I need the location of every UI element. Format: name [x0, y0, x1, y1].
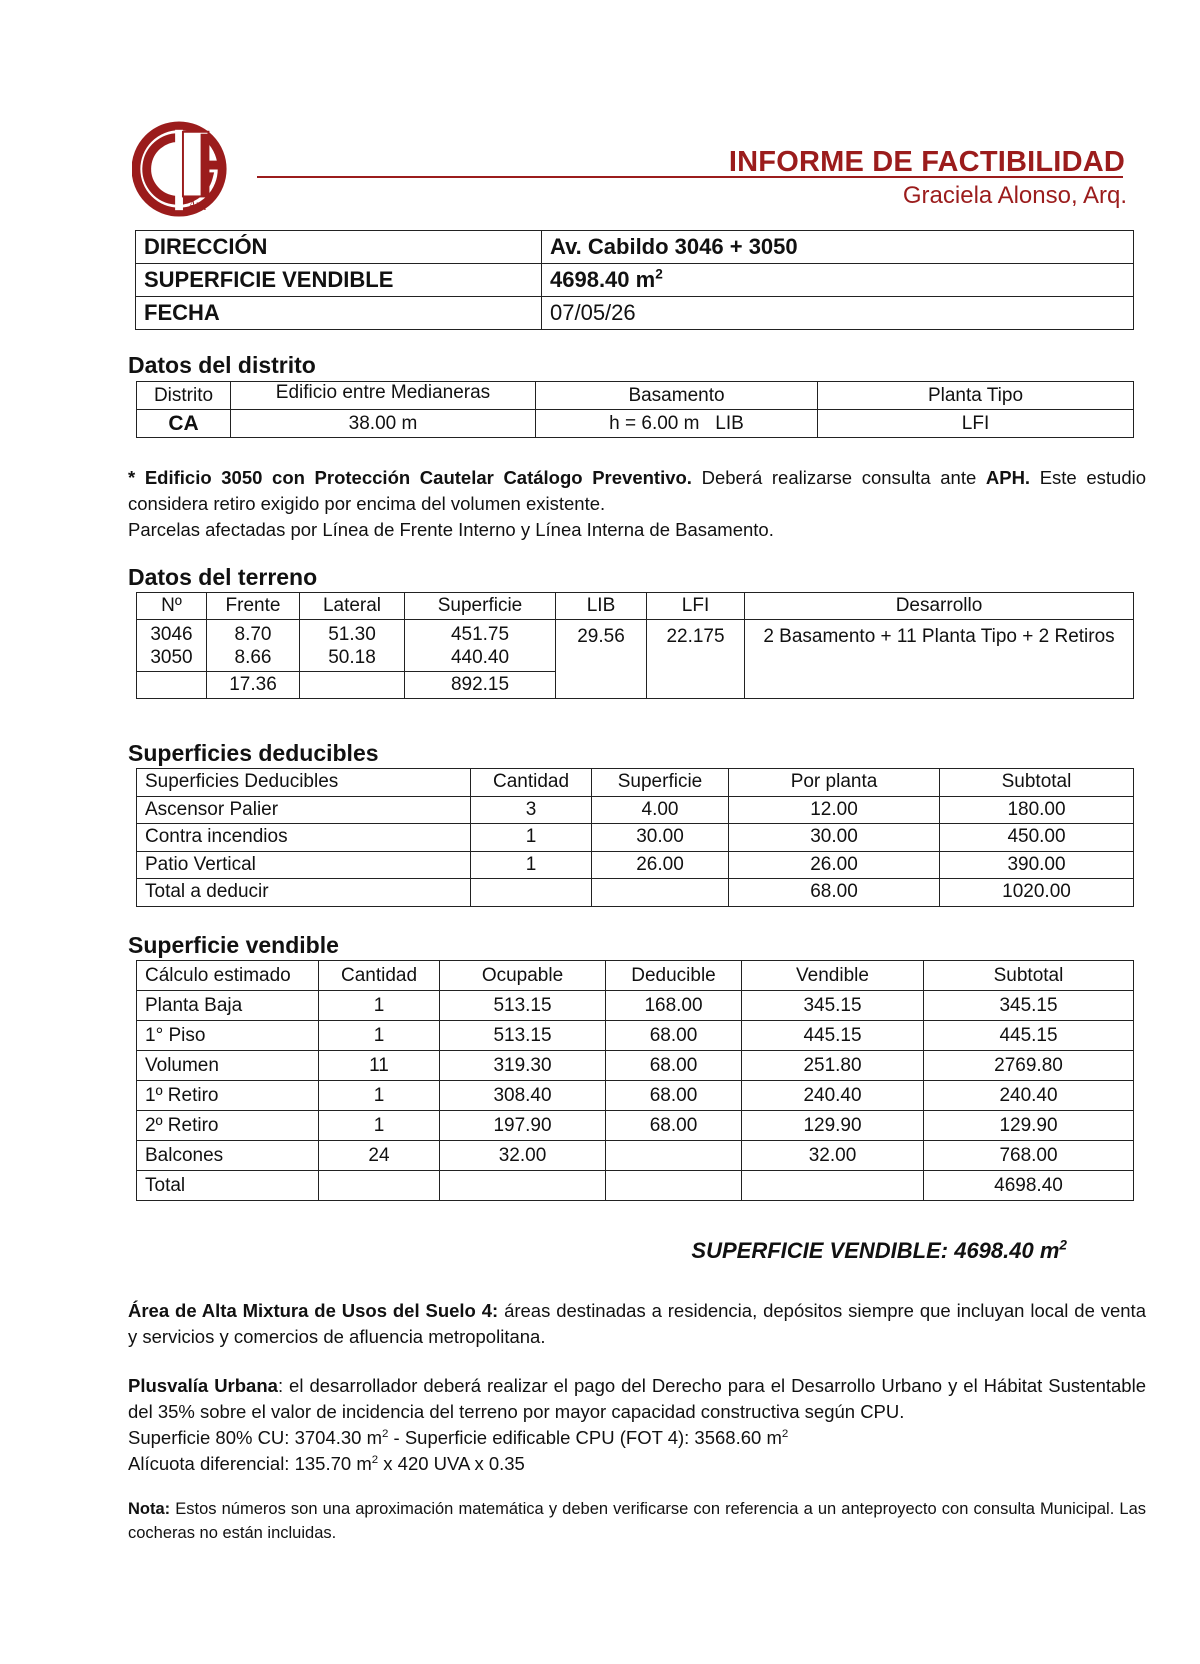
vendible-cell: 68.00	[606, 1111, 742, 1141]
deducibles-header: Superficie	[592, 769, 729, 797]
vendible-cell: 168.00	[606, 991, 742, 1021]
terreno-header: Lateral	[300, 593, 405, 620]
deducibles-cell: 4.00	[592, 796, 729, 824]
deducibles-cell: 3	[471, 796, 592, 824]
terreno-nro: 3050	[137, 646, 207, 672]
vendible-cell: 197.90	[440, 1111, 606, 1141]
terreno-header: Nº	[137, 593, 207, 620]
superficie-value: 4698.40 $m^2$	[542, 264, 1134, 297]
terreno-lfi: 22.175	[647, 620, 745, 699]
terreno-superficie: 440.40	[405, 646, 556, 672]
vendible-cell: 768.00	[924, 1141, 1134, 1171]
vendible-cell: 251.80	[742, 1051, 924, 1081]
plusvalia-paragraph: Plusvalía Urbana: el desarrollador deberá realizar el pago del Derecho para el Desarrollo Urbano y el Hábitat Sustentable del 35% sobre el valor de incidencia del terreno por mayor capacidad constructiva según CPU. Superficie 80% CU: 3704.30 $m^2$ - Superficie edificable CPU (FOT 4): 3568.60 $m^2$ Alícuota diferencial: 135.70 $m^2$ x 420 UVA x 0.35	[128, 1375, 1146, 1474]
direccion-value: Av. Cabildo 3046 + 3050	[542, 231, 1134, 264]
vendible-header: Cálculo estimado	[137, 961, 319, 991]
vendible-cell: Planta Baja	[137, 991, 319, 1021]
section-title-terreno: Datos del terreno	[128, 564, 318, 590]
superficie-label: SUPERFICIE VENDIBLE	[136, 264, 542, 297]
vendible-cell: 445.15	[742, 1021, 924, 1051]
terreno-lateral: 50.18	[300, 646, 405, 672]
vendible-header: Cantidad	[319, 961, 440, 991]
deducibles-cell: 1	[471, 824, 592, 852]
table-row	[137, 1081, 1134, 1111]
deducibles-cell: 390.00	[940, 851, 1134, 879]
vendible-cell	[606, 1141, 742, 1171]
table-row	[137, 991, 1134, 1021]
vendible-cell: 1	[319, 1111, 440, 1141]
vendible-cell: 129.90	[742, 1111, 924, 1141]
terreno-frente: 8.66	[207, 646, 300, 672]
deducibles-cell: Ascensor Palier	[137, 796, 471, 824]
vendible-cell: 345.15	[742, 991, 924, 1021]
terreno-table	[136, 592, 1134, 699]
distrito-header: Edificio entre Medianeras	[231, 382, 536, 410]
report-author: Graciela Alonso, Arq.	[902, 182, 1127, 209]
deducibles-cell: 12.00	[729, 796, 940, 824]
distrito-table	[136, 381, 1134, 438]
terreno-header: Desarrollo	[745, 593, 1134, 620]
area-mixtura-paragraph: Área de Alta Mixtura de Usos del Suelo 4: áreas destinadas a residencia, depósitos siempre que incluyan local de venta y servicios y comercios de afluencia metropolitana.	[128, 1300, 1146, 1347]
distrito-value: LFI	[818, 410, 1134, 438]
table-row	[137, 851, 1134, 879]
deducibles-cell: 30.00	[592, 824, 729, 852]
logo-signature: Arq	[188, 200, 207, 212]
terreno-lib: 29.56	[556, 620, 647, 699]
table-row	[137, 879, 1134, 907]
vendible-cell: 68.00	[606, 1021, 742, 1051]
vendible-cell: 1	[319, 1021, 440, 1051]
table-row	[137, 1171, 1134, 1201]
info-row	[136, 264, 1134, 297]
terreno-empty-cell	[137, 672, 207, 699]
distrito-header: Distrito	[137, 382, 231, 410]
direccion-label: DIRECCIÓN	[136, 231, 542, 264]
vendible-cell: 1	[319, 991, 440, 1021]
vendible-cell	[606, 1171, 742, 1201]
vendible-header: Vendible	[742, 961, 924, 991]
vendible-cell: 1º Retiro	[137, 1081, 319, 1111]
deducibles-cell	[592, 879, 729, 907]
distrito-value: CA	[137, 410, 231, 438]
deducibles-cell: Total a deducir	[137, 879, 471, 907]
deducibles-table	[136, 768, 1134, 907]
table-row	[137, 1051, 1134, 1081]
nota-distrito: * Edificio 3050 con Protección Cautelar Catálogo Preventivo. Deberá realizarse consulta ante APH. Este estudio considera retiro exigido por encima del volumen existente. Parcelas afectadas por Línea de Frente Interno y Línea Interna de Basamento.	[128, 467, 1147, 540]
terreno-superficie: 451.75	[405, 620, 556, 646]
vendible-cell: 4698.40	[924, 1171, 1134, 1201]
table-row	[137, 824, 1134, 852]
section-title-deducibles: Superficies deducibles	[128, 740, 379, 766]
deducibles-header: Por planta	[729, 769, 940, 797]
vendible-cell: Total	[137, 1171, 319, 1201]
deducibles-cell: 450.00	[940, 824, 1134, 852]
distrito-header: Planta Tipo	[818, 382, 1134, 410]
terreno-desarrollo: 2 Basamento + 11 Planta Tipo + 2 Retiros	[745, 620, 1134, 699]
vendible-header: Deducible	[606, 961, 742, 991]
vendible-cell: 32.00	[742, 1141, 924, 1171]
vendible-cell: 2º Retiro	[137, 1111, 319, 1141]
terreno-empty-cell	[300, 672, 405, 699]
deducibles-cell: Contra incendios	[137, 824, 471, 852]
vendible-cell: 68.00	[606, 1081, 742, 1111]
vendible-cell: 11	[319, 1051, 440, 1081]
section-title-distrito: Datos del distrito	[128, 352, 316, 378]
vendible-cell: 240.40	[742, 1081, 924, 1111]
fecha-value: 07/05/26	[542, 297, 1134, 330]
vendible-cell: 2769.80	[924, 1051, 1134, 1081]
deducibles-cell: 180.00	[940, 796, 1134, 824]
fecha-label: FECHA	[136, 297, 542, 330]
vendible-cell: 240.40	[924, 1081, 1134, 1111]
vendible-header: Subtotal	[924, 961, 1134, 991]
vendible-cell: 68.00	[606, 1051, 742, 1081]
vendible-cell: 513.15	[440, 991, 606, 1021]
deducibles-cell: 30.00	[729, 824, 940, 852]
deducibles-cell: 1	[471, 851, 592, 879]
table-row	[137, 1111, 1134, 1141]
vendible-cell: Volumen	[137, 1051, 319, 1081]
terreno-header: LFI	[647, 593, 745, 620]
terreno-header: Superficie	[405, 593, 556, 620]
terreno-header: LIB	[556, 593, 647, 620]
info-table	[135, 230, 1134, 330]
distrito-value: 38.00 m	[231, 410, 536, 438]
info-row	[136, 231, 1134, 264]
vendible-table	[136, 960, 1134, 1201]
vendible-cell: Balcones	[137, 1141, 319, 1171]
vendible-cell: 308.40	[440, 1081, 606, 1111]
table-row	[137, 1141, 1134, 1171]
deducibles-cell	[471, 879, 592, 907]
deducibles-cell: 68.00	[729, 879, 940, 907]
table-row	[137, 1021, 1134, 1051]
deducibles-cell: Patio Vertical	[137, 851, 471, 879]
report-title: INFORME DE FACTIBILIDAD	[728, 146, 1125, 178]
terreno-superficie-total: 892.15	[405, 672, 556, 699]
vendible-cell	[440, 1171, 606, 1201]
deducibles-cell: 1020.00	[940, 879, 1134, 907]
deducibles-cell: 26.00	[729, 851, 940, 879]
terreno-header: Frente	[207, 593, 300, 620]
terreno-frente-total: 17.36	[207, 672, 300, 699]
terreno-lateral: 51.30	[300, 620, 405, 646]
info-row	[136, 297, 1134, 330]
deducibles-header: Cantidad	[471, 769, 592, 797]
vendible-cell: 345.15	[924, 991, 1134, 1021]
vendible-cell: 319.30	[440, 1051, 606, 1081]
vendible-cell	[742, 1171, 924, 1201]
deducibles-header: Subtotal	[940, 769, 1134, 797]
table-row	[137, 796, 1134, 824]
distrito-header: Basamento	[536, 382, 818, 410]
vendible-cell: 1° Piso	[137, 1021, 319, 1051]
section-title-vendible: Superficie vendible	[128, 932, 339, 958]
distrito-value: h = 6.00 m LIB	[536, 410, 818, 438]
vendible-cell: 129.90	[924, 1111, 1134, 1141]
vendible-header: Ocupable	[440, 961, 606, 991]
terreno-nro: 3046	[137, 620, 207, 646]
nota-paragraph: Nota: Estos números son una aproximación matemática y deben verificarse con referencia a un anteproyecto con consulta Municipal. Las cocheras no están incluidas.	[128, 1500, 1146, 1542]
vendible-cell: 1	[319, 1081, 440, 1111]
deducibles-cell: 26.00	[592, 851, 729, 879]
vendible-cell: 513.15	[440, 1021, 606, 1051]
vendible-cell: 445.15	[924, 1021, 1134, 1051]
terreno-frente: 8.70	[207, 620, 300, 646]
vendible-cell: 32.00	[440, 1141, 606, 1171]
vendible-cell: 24	[319, 1141, 440, 1171]
deducibles-header: Superficies Deducibles	[137, 769, 471, 797]
ga-logo	[132, 120, 230, 218]
superficie-vendible-total: SUPERFICIE VENDIBLE: 4698.40 $m^2$	[691, 1237, 1067, 1263]
vendible-cell	[319, 1171, 440, 1201]
